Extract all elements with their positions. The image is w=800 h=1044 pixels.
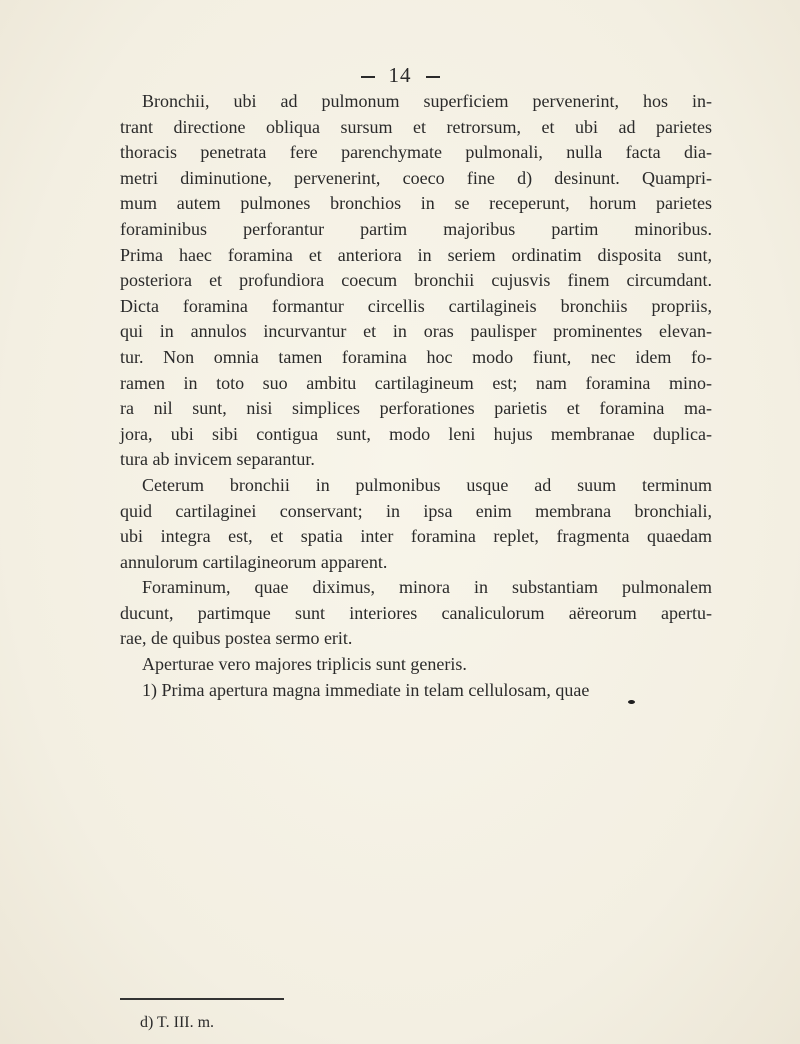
paragraph	[120, 678, 712, 704]
ink-speck	[628, 700, 635, 704]
text-line: 1) Prima apertura magna immediate in telam cellulosam, quae	[142, 679, 590, 700]
text-line: tura ab invicem separantur.	[120, 449, 315, 470]
text-line: rae, de quibus postea sermo erit.	[120, 628, 353, 649]
page-number: 14	[388, 63, 412, 87]
text-line: ducunt, partimque sunt interiores canaliculorum aëreorum apertu-	[120, 602, 712, 623]
text-line: thoracis penetrata fere parenchymate pulmonali, nulla facta dia-	[120, 142, 712, 163]
text-line: Prima haec foramina et anteriora in seriem ordinatim disposita sunt,	[120, 244, 712, 265]
text-line: Dicta foramina formantur circellis cartilagineis bronchiis propriis,	[120, 295, 712, 316]
header-dash-right	[426, 76, 440, 78]
footnote: d) T. III. m.	[140, 1014, 215, 1031]
text-line: ubi integra est, et spatia inter foramina replet, fragmenta quaedam	[120, 526, 712, 547]
footnote-rule	[120, 998, 284, 1000]
page-header	[0, 63, 800, 88]
text-line: foraminibus perforantur partim majoribus partim minoribus.	[120, 218, 712, 239]
text-line: mum autem pulmones bronchios in se receperunt, horum parietes	[120, 193, 712, 214]
text-line: ra nil sunt, nisi simplices perforationes parietis et foramina ma-	[120, 398, 712, 419]
paragraph	[120, 89, 712, 473]
text-line: Aperturae vero majores triplicis sunt generis.	[142, 654, 467, 675]
text-line: posteriora et profundiora coecum bronchii cujusvis finem circumdant.	[120, 270, 712, 291]
text-line: qui in annulos incurvantur et in oras paulisper prominentes elevan-	[120, 321, 712, 342]
paragraph	[120, 652, 712, 678]
text-line: Foraminum, quae diximus, minora in substantiam pulmonalem	[142, 577, 712, 598]
text-line: Ceterum bronchii in pulmonibus usque ad suum terminum	[142, 474, 712, 495]
body-text	[120, 89, 712, 703]
text-line: Bronchii, ubi ad pulmonum superficiem pervenerint, hos in-	[142, 91, 712, 111]
text-line: jora, ubi sibi contigua sunt, modo leni hujus membranae duplica-	[120, 423, 712, 444]
paragraph	[120, 575, 712, 652]
text-line: tur. Non omnia tamen foramina hoc modo fiunt, nec idem fo-	[120, 346, 712, 367]
header-dash-left	[361, 76, 375, 78]
paragraph	[120, 473, 712, 575]
text-line: metri diminutione, pervenerint, coeco fine d) desinunt. Quampri-	[120, 167, 712, 188]
text-line: quid cartilaginei conservant; in ipsa enim membrana bronchiali,	[120, 500, 712, 521]
text-line: ramen in toto suo ambitu cartilagineum est; nam foramina mino-	[120, 372, 712, 393]
text-line: annulorum cartilagineorum apparent.	[120, 551, 388, 572]
text-line: trant directione obliqua sursum et retrorsum, et ubi ad parietes	[120, 116, 712, 137]
